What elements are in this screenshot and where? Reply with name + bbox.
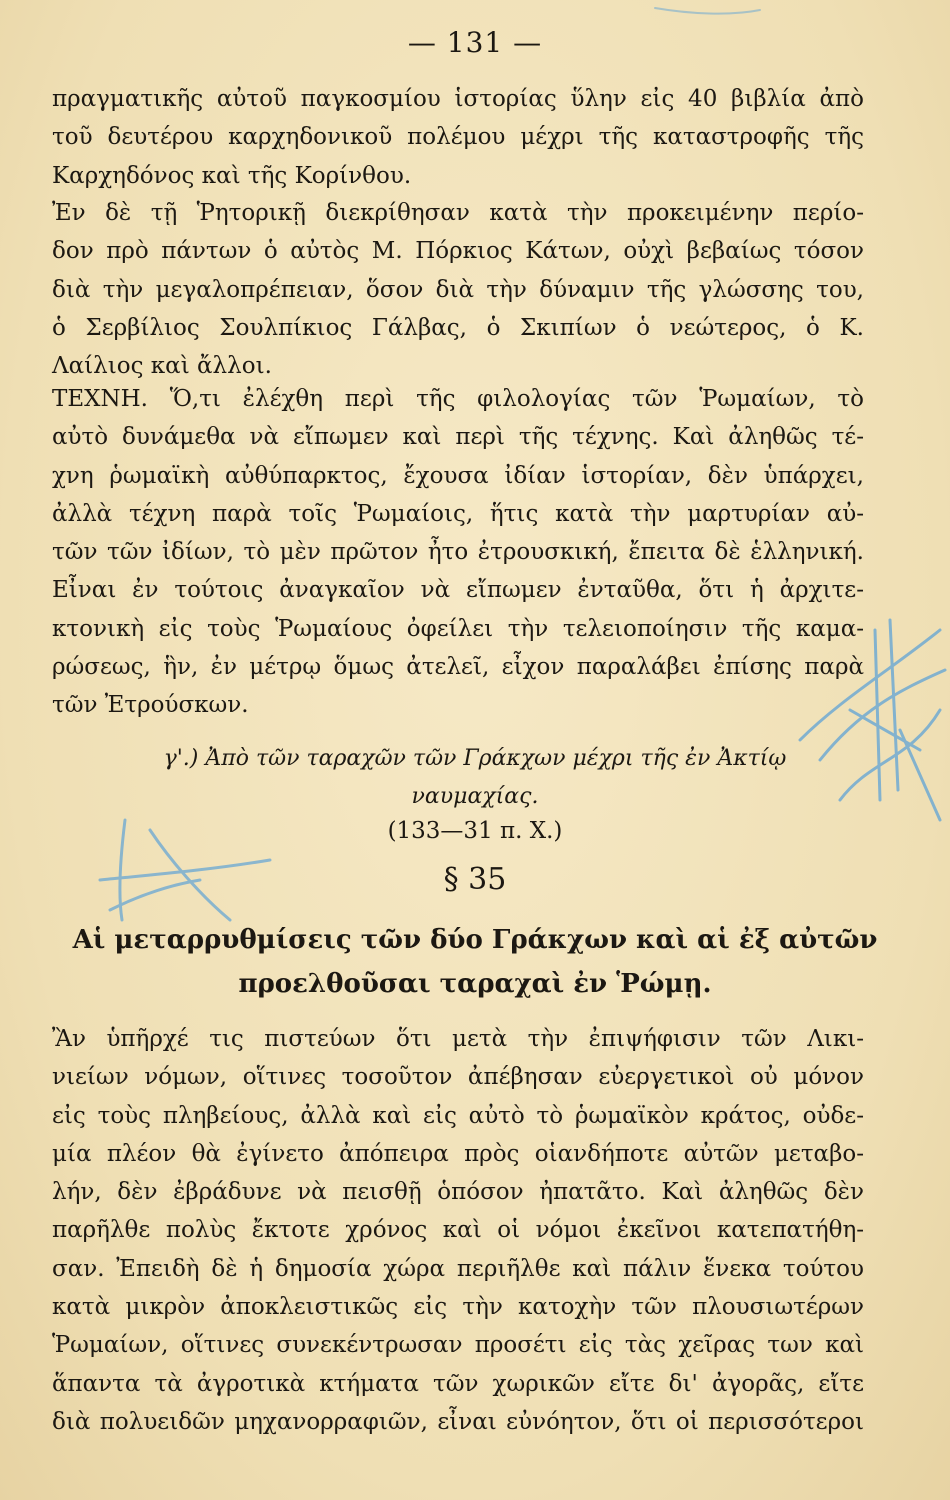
paragraph-rhetoric <box>52 194 864 385</box>
subheading-line: ναυμαχίας. <box>411 784 539 809</box>
section-number: § 35 <box>443 862 507 897</box>
subheading-line: γ'.) Ἀπὸ τῶν ταραχῶν τῶν Γράκχων μέχρι τῆς ἐν Ἀκτίῳ <box>163 746 787 771</box>
text-line: Ῥωμαίων, οἵτινες συνεκέντρωσαν προσέτι εἰς τὰς χεῖρας των καὶ <box>52 1332 864 1359</box>
text-line: Λαίλιος καὶ ἄλλοι. <box>52 353 272 380</box>
section-title-line: Αἱ μεταρρυθμίσεις τῶν δύο Γράκχων καὶ αἱ ἐξ αὐτῶν <box>72 925 878 955</box>
text-line: Ἂν ὑπῆρχέ τις πιστεύων ὅτι μετὰ τὴν ἐπιψήφισιν τῶν Λικι- <box>52 1026 864 1052</box>
text-line: ὁ Σερβίλιος Σουλπίκιος Γάλβας, ὁ Σκιπίων ὁ νεώτερος, ὁ Κ. <box>52 314 864 341</box>
text-line: ρώσεως, ἣν, ἐν μέτρῳ ὅμως ἀτελεῖ, εἶχον παραλάβει ἐπίσης παρὰ <box>52 654 864 681</box>
text-line: κτονικὴ εἰς τοὺς Ῥωμαίους ὀφείλει τὴν τελειοποίησιν τῆς καμα- <box>52 615 864 642</box>
text-line: μία πλέον θὰ ἐγίνετο ἀπόπειρα πρὸς οἱανδήποτε αὐτῶν μεταβο- <box>52 1140 864 1167</box>
text-line: σαν. Ἐπειδὴ δὲ ἡ δημοσία χώρα περιῆλθε καὶ πάλιν ἕνεκα τούτου <box>52 1255 864 1282</box>
text-line: κατὰ μικρὸν ἀποκλειστικῶς εἰς τὴν κατοχὴν τῶν πλουσιωτέρων <box>52 1294 864 1321</box>
period-subheading <box>0 740 950 816</box>
text-line: τῶν τῶν ἰδίων, τὸ μὲν πρῶτον ἦτο ἐτρουσκική, ἔπειτα δὲ ἑλληνική. <box>52 539 864 566</box>
text-line: ΤΕΧΝΗ. Ὅ,τι ἐλέχθη περὶ τῆς φιλολογίας τῶν Ῥωμαίων, τὸ <box>52 386 864 412</box>
page-number: — 131 — <box>407 26 543 59</box>
text-line: πραγματικῆς αὐτοῦ παγκοσμίου ἱστορίας ὕλην εἰς 40 βιβλία ἀπὸ <box>52 86 864 112</box>
text-line: ἅπαντα τὰ ἀγροτικὰ κτήματα τῶν χωρικῶν εἴτε δι' ἀγορᾶς, εἴτε <box>52 1370 864 1397</box>
date-range: (133—31 π. Χ.) <box>387 818 563 844</box>
text-line: λήν, δὲν ἐβράδυνε νὰ πεισθῇ ὁπόσον ἠπατᾶτο. Καὶ ἀληθῶς δὲν <box>52 1179 864 1206</box>
text-line: Καρχηδόνος καὶ τῆς Κορίνθου. <box>52 162 412 189</box>
paragraph-gracchi <box>52 1020 864 1441</box>
section-title <box>40 918 910 1006</box>
text-line: αὐτὸ δυνάμεθα νὰ εἴπωμεν καὶ περὶ τῆς τέχνης. Καὶ ἀληθῶς τέ- <box>52 424 864 451</box>
text-line: εἰς τοὺς πληβείους, ἀλλὰ καὶ εἰς αὐτὸ τὸ ῥωμαϊκὸν κράτος, οὐδε- <box>52 1102 864 1129</box>
section-title-line: προελθοῦσαι ταραχαὶ ἐν Ῥώμῃ. <box>238 969 712 999</box>
text-line: Ἐν δὲ τῇ Ῥητορικῇ διεκρίθησαν κατὰ τὴν προκειμένην περίο- <box>52 200 864 226</box>
text-line: νιείων νόμων, οἵτινες τοσοῦτον ἀπέβησαν εὐεργετικοὶ οὐ μόνον <box>52 1064 864 1091</box>
paragraph-art <box>52 380 864 725</box>
text-line: τῶν Ἐτρούσκων. <box>52 692 249 719</box>
text-line: χνη ῥωμαϊκὴ αὐθύπαρκτος, ἔχουσα ἰδίαν ἱστορίαν, δὲν ὑπάρχει, <box>52 462 864 489</box>
text-line: διὰ τὴν μεγαλοπρέπειαν, ὅσον διὰ τὴν δύναμιν τῆς γλώσσης του, <box>52 276 864 303</box>
text-line: δον πρὸ πάντων ὁ αὐτὸς Μ. Πόρκιος Κάτων, οὐχὶ βεβαίως τόσον <box>52 238 864 265</box>
paragraph-history-end <box>52 80 864 195</box>
text-line: τοῦ δευτέρου καρχηδονικοῦ πολέμου μέχρι τῆς καταστροφῆς τῆς <box>52 124 864 151</box>
text-line: διὰ πολυειδῶν μηχανορραφιῶν, εἶναι εὐνόητον, ὅτι οἱ περισσότεροι <box>52 1408 864 1435</box>
text-line: Εἶναι ἐν τούτοις ἀναγκαῖον νὰ εἴπωμεν ἐνταῦθα, ὅτι ἡ ἀρχιτε- <box>52 577 864 604</box>
text-line: ἀλλὰ τέχνη παρὰ τοῖς Ῥωμαίοις, ἥτις κατὰ τὴν μαρτυρίαν αὐ- <box>52 500 864 527</box>
text-line: παρῆλθε πολὺς ἔκτοτε χρόνος καὶ οἱ νόμοι ἐκεῖνοι κατεπατήθη- <box>52 1217 864 1244</box>
